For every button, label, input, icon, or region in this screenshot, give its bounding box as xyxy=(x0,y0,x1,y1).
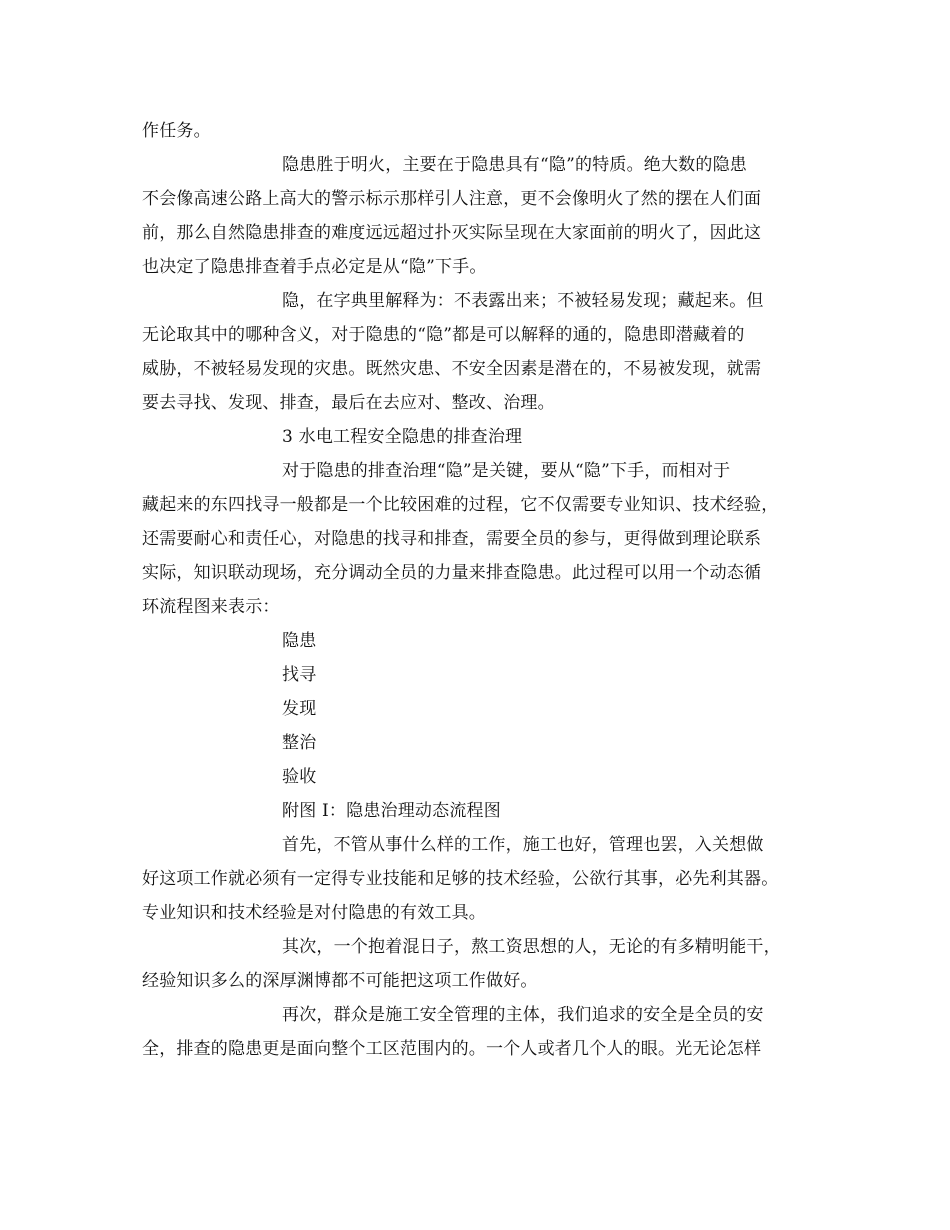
text-line: 前，那么自然隐患排查的难度远远超过扑灭实际呈现在大家面前的明火了，因此这 xyxy=(142,223,762,243)
paragraph-start: 隐患胜于明火，主要在于隐患具有“隐”的特质。绝大数的隐患 xyxy=(282,155,747,175)
flow-step: 发现 xyxy=(282,699,317,719)
paragraph-start: 首先，不管从事什么样的工作，施工也好，管理也罢，入关想做 xyxy=(282,835,764,855)
text-line: 不会像高速公路上高大的警示标示那样引人注意，更不会像明火了然的摆在人们面 xyxy=(142,189,762,209)
text-line: 要去寻找、发现、排查，最后在去应对、整改、治理。 xyxy=(142,393,555,413)
text-line: 无论取其中的哪种含义，对于隐患的“隐”都是可以解释的通的，隐患即潜藏着的 xyxy=(142,325,745,345)
paragraph-start: 隐，在字典里解释为：不表露出来；不被轻易发现；藏起来。但 xyxy=(282,291,764,311)
flow-step: 整治 xyxy=(282,733,317,753)
paragraph-start: 再次，群众是施工安全管理的主体，我们追求的安全是全员的安 xyxy=(282,1005,764,1025)
text-line: 藏起来的东四找寻一般都是一个比较困难的过程，它不仅需要专业知识、技术经验， xyxy=(142,495,779,515)
text-line: 全，排查的隐患更是面向整个工区范围内的。一个人或者几个人的眼。光无论怎样 xyxy=(142,1039,762,1059)
paragraph-start: 对于隐患的排查治理“隐”是关键，要从“隐”下手，而相对于 xyxy=(282,461,731,481)
text-line: 好这项工作就必须有一定得专业技能和足够的技术经验，公欲行其事，必先利其器。 xyxy=(142,869,779,889)
figure-caption: 附图 I：隐患治理动态流程图 xyxy=(282,801,501,821)
text-line: 也决定了隐患排查着手点必定是从“隐”下手。 xyxy=(142,257,487,277)
text-line: 还需要耐心和责任心，对隐患的找寻和排查，需要全员的参与，更得做到理论联系 xyxy=(142,529,762,549)
flow-step: 验收 xyxy=(282,767,317,787)
text-line: 实际，知识联动现场，充分调动全员的力量来排查隐患。此过程可以用一个动态循 xyxy=(142,563,762,583)
text-line: 经验知识多么的深厚渊博都不可能把这项工作做好。 xyxy=(142,971,538,991)
text-line: 环流程图来表示： xyxy=(142,597,280,617)
text-line: 作任务。 xyxy=(142,121,211,141)
flow-step: 隐患 xyxy=(282,631,317,651)
flow-step: 找寻 xyxy=(282,665,317,685)
section-heading: 3 水电工程安全隐患的排查治理 xyxy=(282,427,523,447)
text-line: 威胁，不被轻易发现的灾患。既然灾患、不安全因素是潜在的，不易被发现，就需 xyxy=(142,359,762,379)
paragraph-start: 其次，一个抱着混日子，熬工资思想的人，无论的有多精明能干， xyxy=(282,937,781,957)
text-line: 专业知识和技术经验是对付隐患的有效工具。 xyxy=(142,903,486,923)
